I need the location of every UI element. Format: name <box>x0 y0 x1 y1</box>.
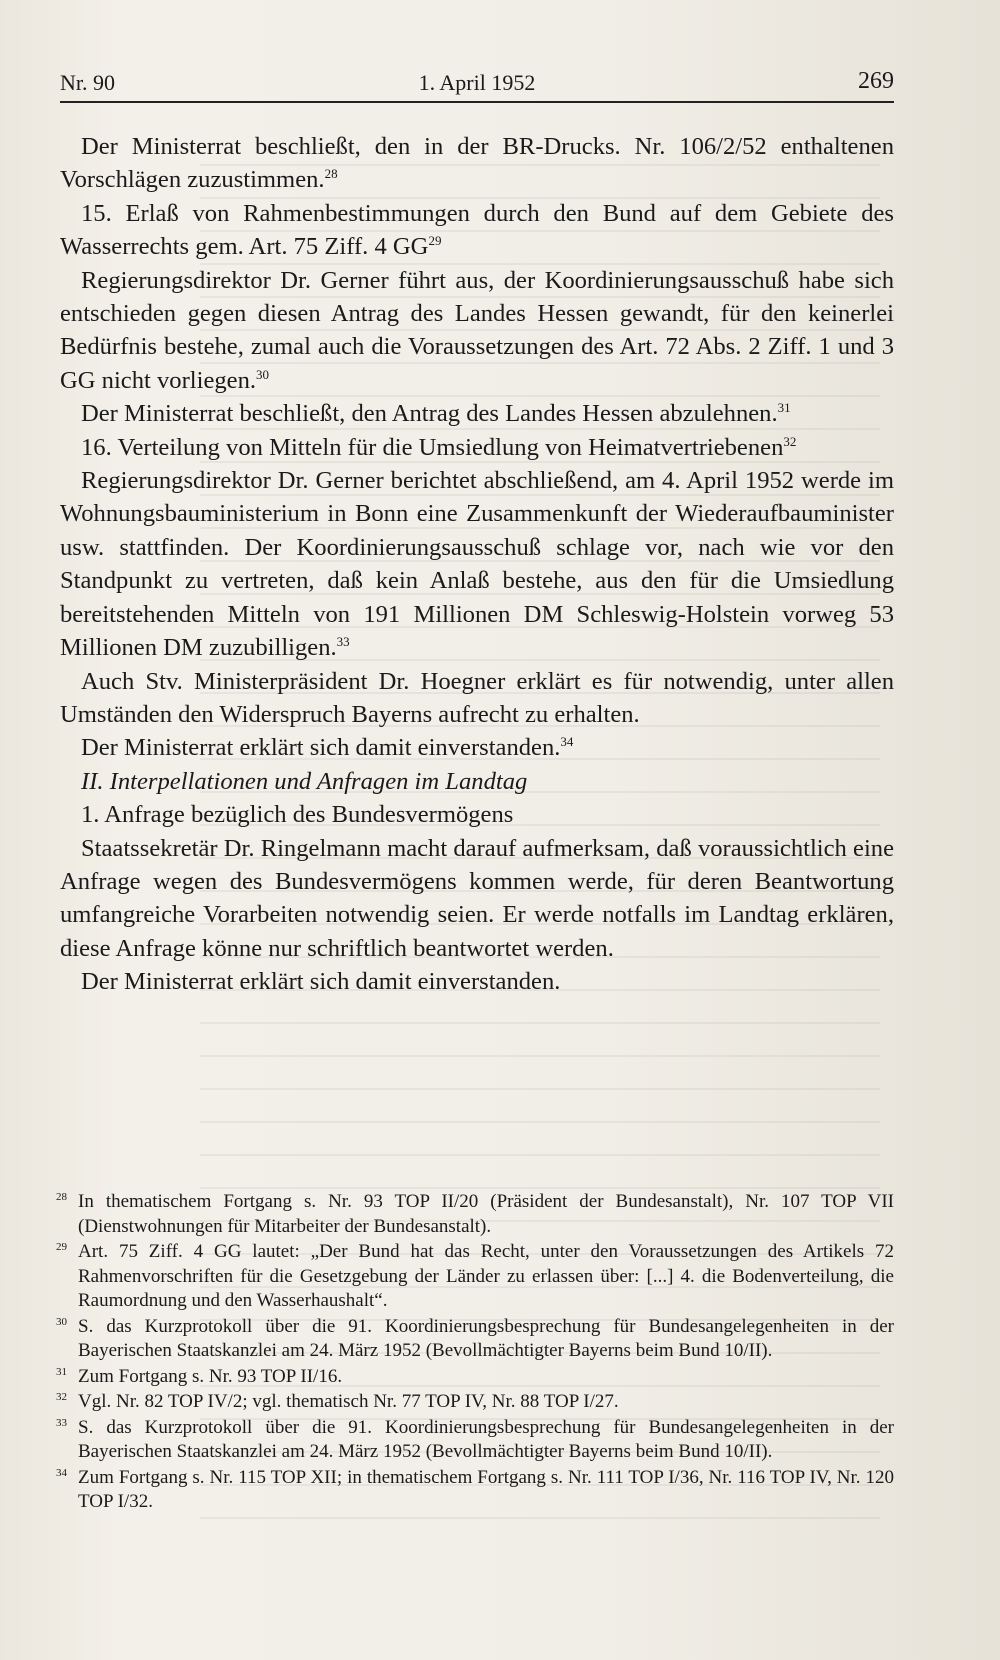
footnote <box>56 1190 894 1239</box>
paragraph <box>60 264 894 398</box>
footnote-reference[interactable]: 30 <box>256 366 270 382</box>
footnote <box>56 1416 894 1465</box>
footnote-text: Zum Fortgang s. Nr. 115 TOP XII; in thematischem Fortgang s. Nr. 111 TOP I/36, Nr. 116 TOP IV, Nr. 120 TOP I/32. <box>78 1466 894 1512</box>
paragraph <box>60 130 894 197</box>
paragraph-text: Der Ministerrat erklärt sich damit einverstanden. <box>81 734 561 762</box>
header-rule <box>60 101 894 103</box>
footnote-text: S. das Kurzprotokoll über die 91. Koordinierungsbesprechung für Bundesangelegenheiten in der Bayerischen Staatskanzlei am 24. März 1952 (Bevollmächtigter Bayerns beim Bund 10/II). <box>78 1315 894 1361</box>
footnotes <box>56 1190 894 1516</box>
paragraph <box>60 832 894 966</box>
paragraph <box>60 665 894 732</box>
footnote-number: 32 <box>56 1391 67 1403</box>
paragraph-text: Der Ministerrat beschließt, den in der BR-Drucks. Nr. 106/2/52 enthaltenen Vorschlägen zuzustimmen. <box>60 133 894 194</box>
paragraph <box>60 197 894 264</box>
paragraph-text: 1. Anfrage bezüglich des Bundesvermögens <box>81 801 514 829</box>
footnote-reference[interactable]: 28 <box>324 166 338 182</box>
footnote-reference[interactable]: 34 <box>560 734 574 750</box>
paragraph-text: Der Ministerrat erklärt sich damit einverstanden. <box>81 968 561 996</box>
footnote-number: 28 <box>56 1191 67 1203</box>
paragraph-text: 16. Verteilung von Mitteln für die Umsiedlung von Heimatvertriebenen <box>81 433 784 461</box>
paragraph-text: Der Ministerrat beschließt, den Antrag des Landes Hessen abzulehnen. <box>81 400 778 428</box>
footnote-text: In thematischem Fortgang s. Nr. 93 TOP II/20 (Präsident der Bundesanstalt), Nr. 107 TOP VII (Dienstwohnungen für Mitarbeiter der Bundesanstalt). <box>78 1191 894 1237</box>
footnote-text: S. das Kurzprotokoll über die 91. Koordinierungsbesprechung für Bundesangelegenheiten in der Bayerischen Staatskanzlei am 24. März 1952 (Bevollmächtigter Bayerns beim Bund 10/II). <box>78 1416 894 1462</box>
paragraph-text: Regierungsdirektor Dr. Gerner führt aus, der Koordinierungsausschuß habe sich entschieden gegen diesen Antrag des Landes Hessen gewandt, für den keinerlei Bedürfnis bestehe, zumal auch die Voraussetzungen des Art. 72 Abs. 2 Ziff. 1 und 3 GG nicht vorliegen. <box>60 266 894 394</box>
footnote-number: 29 <box>56 1241 67 1253</box>
footnote-reference[interactable]: 33 <box>336 633 350 649</box>
paragraph-text: Auch Stv. Ministerpräsident Dr. Hoegner erklärt es für notwendig, unter allen Umständen den Widerspruch Bayerns aufrecht zu erhalten. <box>60 667 894 728</box>
footnote-reference[interactable]: 31 <box>777 400 791 416</box>
footnote <box>56 1390 894 1415</box>
paragraph <box>60 965 894 998</box>
paragraph <box>60 397 894 430</box>
page-number: 269 <box>858 68 894 94</box>
document-number: Nr. 90 <box>60 70 115 95</box>
footnote-number: 31 <box>56 1365 67 1378</box>
running-header <box>60 64 894 104</box>
header-date: 1. April 1952 <box>418 70 536 95</box>
paragraph-text: Regierungsdirektor Dr. Gerner berichtet abschließend, am 4. April 1952 werde im Wohnungsbauministerium in Bonn eine Zusammenkunft der Wiederaufbauminister usw. stattfinden. Der Koordinierungsausschuß schlage vor, nach wie vor den Standpunkt zu vertreten, daß kein Anlaß bestehe, aus den für die Umsiedlung bereitstehenden Mitteln von 191 Millionen DM Schleswig-Holstein vorweg 53 Millionen DM zuzubilligen. <box>60 467 894 662</box>
footnote-number: 30 <box>56 1315 67 1328</box>
paragraph <box>60 798 894 831</box>
paragraph <box>60 464 894 664</box>
paragraph <box>60 765 894 798</box>
footnote-reference[interactable]: 29 <box>428 233 442 249</box>
footnote <box>56 1240 894 1314</box>
footnote <box>56 1466 894 1515</box>
body-text <box>60 130 894 999</box>
footnote-text: Art. 75 Ziff. 4 GG lautet: „Der Bund hat das Recht, unter den Voraussetzungen des Artikels 72 Rahmenvorschriften für die Gesetzgebung der Länder zu erlassen über: [...] 4. die Bodenverteilung, die Raumordnung und den Wasserhaushalt“. <box>78 1241 894 1311</box>
paragraph-text: II. Interpellationen und Anfragen im Landtag <box>81 767 528 795</box>
paragraph <box>60 431 894 464</box>
paragraph <box>60 731 894 764</box>
footnote <box>56 1365 894 1390</box>
footnote-text: Zum Fortgang s. Nr. 93 TOP II/16. <box>78 1365 343 1387</box>
footnote-reference[interactable]: 32 <box>783 433 797 449</box>
footnote-number: 34 <box>56 1466 67 1479</box>
paragraph-text: 15. Erlaß von Rahmenbestimmungen durch den Bund auf dem Gebiete des Wasserrechts gem. Art. 75 Ziff. 4 GG <box>60 199 894 261</box>
footnote-text: Vgl. Nr. 82 TOP IV/2; vgl. thematisch Nr. 77 TOP IV, Nr. 88 TOP I/27. <box>78 1391 619 1412</box>
paragraph-text: Staatssekretär Dr. Ringelmann macht darauf aufmerksam, daß voraussichtlich eine Anfrage wegen des Bundesvermögens kommen werde, für deren Beantwortung umfangreiche Vorarbeiten notwendig seien. Er werde notfalls im Landtag erklären, diese Anfrage könne nur schriftlich beantwortet werden. <box>60 834 894 962</box>
footnote-number: 33 <box>56 1416 67 1429</box>
footnote <box>56 1315 894 1364</box>
